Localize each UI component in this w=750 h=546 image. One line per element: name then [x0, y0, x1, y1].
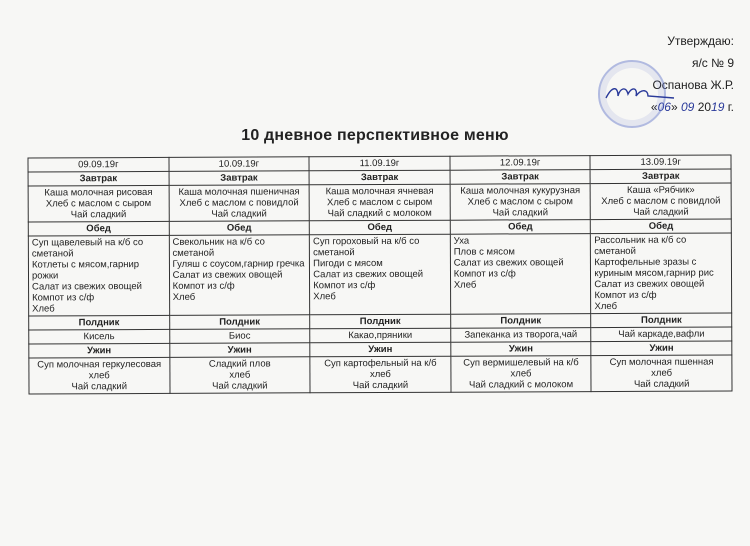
lunch-cell: Суп щавелевый на к/б со сметаной Котлеты с мясом,гарнир рожки Салат из свежих овощей Компот из с/ф Хлеб: [28, 235, 169, 316]
lunch-cell: Уха Плов с мясом Салат из свежих овощей Компот из с/ф Хлеб: [450, 234, 591, 315]
menu-table: [27, 154, 732, 394]
signature: [604, 82, 676, 104]
snack-cell: Запеканка из творога,чай: [451, 328, 592, 343]
meal-label-breakfast: Завтрак: [309, 170, 450, 185]
page-title: 10 дневное перспективное меню: [241, 127, 509, 144]
approval-day: 06: [657, 100, 671, 114]
snack-cell: Биос: [169, 329, 310, 344]
meal-label-snack: Полдник: [591, 313, 732, 328]
approval-date: «06» 09 2019 г.: [650, 100, 734, 114]
meal-label-dinner: Ужин: [29, 343, 170, 358]
meal-label-breakfast: Завтрак: [590, 169, 731, 184]
meal-label-lunch: Обед: [28, 221, 169, 236]
meal-label-snack: Полдник: [29, 315, 170, 330]
dinner-cell: Суп вермишелевый на к/б хлеб Чай сладкий с молоком: [451, 356, 592, 393]
breakfast-row: [28, 183, 731, 222]
meal-label-lunch: Обед: [169, 221, 310, 236]
lunch-cell: Свекольник на к/б со сметаной Гуляш с соусом,гарнир гречка Салат из свежих овощей Компот из с/ф Хлеб: [169, 235, 310, 316]
approval-heading: Утверждаю:: [667, 34, 734, 48]
breakfast-cell: Каша молочная кукурузная Хлеб с маслом с сыром Чай сладкий: [450, 184, 591, 221]
meal-label-breakfast: Завтрак: [28, 171, 169, 186]
approval-month: 09: [680, 100, 695, 114]
meal-label-lunch: Обед: [309, 220, 450, 235]
snack-cell: Какао,пряники: [310, 328, 451, 343]
breakfast-cell: Каша молочная ячневая Хлеб с маслом с сыром Чай сладкий с молоком: [309, 184, 450, 221]
approval-signer: Оспанова Ж.Р.: [652, 78, 734, 92]
snack-cell: Кисель: [29, 329, 170, 344]
dinner-cell: Суп молочная геркулесовая хлеб Чай сладкий: [29, 357, 170, 394]
meal-label-lunch: Обед: [450, 220, 591, 235]
meal-label-snack: Полдник: [169, 315, 310, 330]
meal-label-breakfast: Завтрак: [450, 170, 591, 185]
dinner-row: [29, 355, 732, 394]
meal-label-snack: Полдник: [310, 314, 451, 329]
dinner-cell: Суп молочная пшенная хлеб Чай сладкий: [591, 355, 732, 392]
lunch-row: [28, 233, 731, 316]
day-date: 10.09.19г: [169, 157, 310, 172]
day-date: 12.09.19г: [450, 156, 591, 171]
breakfast-cell: Каша молочная рисовая Хлеб с маслом с сыром Чай сладкий: [28, 185, 169, 222]
dinner-cell: Сладкий плов хлеб Чай сладкий: [169, 357, 310, 394]
lunch-cell: Рассольник на к/б со сметаной Картофельные зразы с куриным мясом,гарнир рис Салат из свежих овощей Компот из с/ф Хлеб: [591, 233, 732, 314]
meal-label-lunch: Обед: [591, 219, 732, 234]
dinner-cell: Суп картофельный на к/б хлеб Чай сладкий: [310, 356, 451, 393]
meal-label-dinner: Ужин: [310, 342, 451, 357]
snack-cell: Чай каркаде,вафли: [591, 327, 732, 342]
day-date: 09.09.19г: [28, 157, 169, 172]
breakfast-cell: Каша молочная пшеничная Хлеб с маслом с повидлой Чай сладкий: [169, 185, 310, 222]
approval-year: 19: [711, 100, 725, 114]
meal-label-dinner: Ужин: [169, 343, 310, 358]
approval-institution: я/с № 9: [691, 56, 734, 70]
meal-label-snack: Полдник: [450, 314, 591, 329]
meal-label-dinner: Ужин: [591, 341, 732, 356]
meal-label-dinner: Ужин: [451, 342, 592, 357]
breakfast-cell: Каша «Рябчик» Хлеб с маслом с повидлой Чай сладкий: [590, 183, 731, 220]
day-date: 13.09.19г: [590, 155, 731, 170]
day-date: 11.09.19г: [309, 156, 450, 171]
lunch-cell: Суп гороховый на к/б со сметаной Пигоди с мясом Салат из свежих овощей Компот из с/ф Хлеб: [310, 234, 451, 315]
meal-label-breakfast: Завтрак: [169, 171, 310, 186]
